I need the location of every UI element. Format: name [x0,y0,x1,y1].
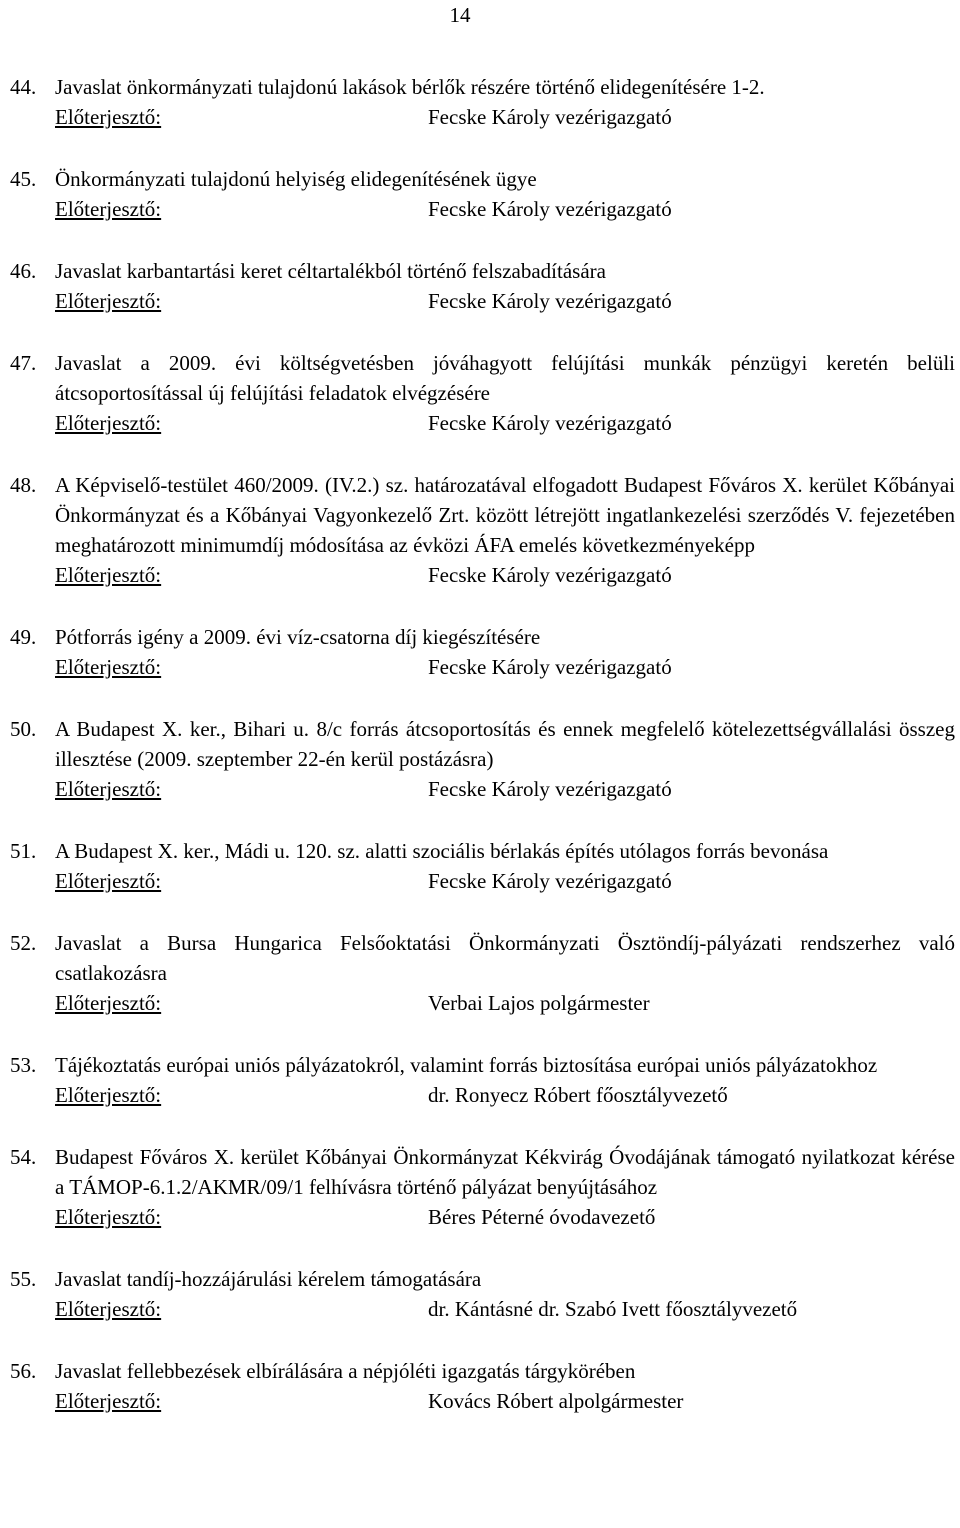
item-title: Javaslat fellebbezések elbírálására a népjóléti igazgatás tárgykörében [55,1359,636,1383]
item-title: Javaslat a 2009. évi költségvetésben jóváhagyott felújítási munkák pénzügyi keretén belüli átcsoportosítással új felújítási feladatok elvégzésére [55,351,955,405]
item-number: 55. [10,1267,37,1291]
presenter-row [10,1202,955,1232]
presenter-row [10,194,955,224]
presenter-row [10,560,955,590]
presenter-row [10,652,955,682]
presenter-name: Kovács Róbert alpolgármester [428,1389,684,1413]
presenter-name: Fecske Károly vezérigazgató [428,197,672,221]
presenter-row [10,102,955,132]
presenter-label: Előterjesztő: [55,777,162,801]
item-number: 46. [10,259,37,283]
page-number: 14 [449,3,471,27]
agenda-list [10,72,955,1448]
item-title: Javaslat karbantartási keret céltartalékból történő felszabadítására [55,259,606,283]
presenter-row [10,774,955,804]
item-title-row [10,1356,955,1386]
presenter-label: Előterjesztő: [55,1389,162,1413]
item-title-row [10,348,955,408]
agenda-item-45 [10,164,955,224]
presenter-name: Fecske Károly vezérigazgató [428,655,672,679]
item-title-row [10,836,955,866]
presenter-row [10,286,955,316]
presenter-label: Előterjesztő: [55,197,162,221]
item-title-row [10,622,955,652]
item-number: 50. [10,717,37,741]
agenda-item-52 [10,928,955,1018]
presenter-name: dr. Kántásné dr. Szabó Ivett főosztályvezető [428,1297,798,1321]
agenda-item-46 [10,256,955,316]
agenda-item-48 [10,470,955,590]
item-number: 45. [10,167,37,191]
item-title-row [10,164,955,194]
presenter-name: Fecske Károly vezérigazgató [428,563,672,587]
item-title-row [10,1050,955,1080]
item-title: Javaslat tandíj-hozzájárulási kérelem támogatására [55,1267,482,1291]
presenter-row [10,1080,955,1110]
presenter-name: Verbai Lajos polgármester [428,991,650,1015]
item-number: 48. [10,473,37,497]
item-title: Javaslat önkormányzati tulajdonú lakások bérlők részére történő elidegenítésére 1-2. [55,75,765,99]
agenda-item-54 [10,1142,955,1232]
agenda-item-47 [10,348,955,438]
item-title: Javaslat a Bursa Hungarica Felsőoktatási Önkormányzati Ösztöndíj-pályázati rendszerhez való csatlakozásra [55,931,955,985]
item-title: Tájékoztatás európai uniós pályázatokról, valamint forrás biztosítása európai uniós pályázatokhoz [55,1053,878,1077]
presenter-row [10,988,955,1018]
presenter-row [10,1386,955,1416]
presenter-label: Előterjesztő: [55,991,162,1015]
agenda-item-49 [10,622,955,682]
presenter-row [10,866,955,896]
item-number: 53. [10,1053,37,1077]
presenter-label: Előterjesztő: [55,563,162,587]
item-number: 52. [10,931,37,955]
presenter-label: Előterjesztő: [55,105,162,129]
presenter-name: Fecske Károly vezérigazgató [428,411,672,435]
presenter-name: Fecske Károly vezérigazgató [428,777,672,801]
item-title-row [10,714,955,774]
agenda-item-44 [10,72,955,132]
item-title-row [10,1142,955,1202]
item-title: Pótforrás igény a 2009. évi víz-csatorna díj kiegészítésére [55,625,541,649]
item-number: 49. [10,625,37,649]
item-title-row [10,72,955,102]
agenda-item-53 [10,1050,955,1110]
item-title: A Képviselő-testület 460/2009. (IV.2.) sz. határozatával elfogadott Budapest Főváros X. kerület Kőbányai Önkormányzat és a Kőbányai Vagyonkezelő Zrt. között létrejött ingatlankezelési szerződés V. fejezetében meghatározott minimumdíj módosítása az évközi ÁFA emelés következményeképp [55,473,955,557]
presenter-row [10,1294,955,1324]
item-title-row [10,1264,955,1294]
item-number: 56. [10,1359,37,1383]
agenda-item-51 [10,836,955,896]
presenter-label: Előterjesztő: [55,411,162,435]
item-title: A Budapest X. ker., Mádi u. 120. sz. alatti szociális bérlakás építés utólagos forrás bevonása [55,839,829,863]
item-number: 54. [10,1145,37,1169]
item-title: Önkormányzati tulajdonú helyiség elidegenítésének ügye [55,167,537,191]
item-number: 44. [10,75,37,99]
presenter-label: Előterjesztő: [55,869,162,893]
presenter-name: Fecske Károly vezérigazgató [428,869,672,893]
item-title-row [10,256,955,286]
presenter-row [10,408,955,438]
item-number: 47. [10,351,37,375]
presenter-name: dr. Ronyecz Róbert főosztályvezető [428,1083,728,1107]
item-title: A Budapest X. ker., Bihari u. 8/c forrás átcsoportosítás és ennek megfelelő kötelezettségvállalási összeg illesztése (2009. szeptember 22-én kerül postázásra) [55,717,955,771]
item-title-row [10,470,955,560]
presenter-label: Előterjesztő: [55,1205,162,1229]
agenda-item-50 [10,714,955,804]
presenter-name: Béres Péterné óvodavezető [428,1205,656,1229]
agenda-item-56 [10,1356,955,1416]
presenter-label: Előterjesztő: [55,1083,162,1107]
item-title: Budapest Főváros X. kerület Kőbányai Önkormányzat Kékvirág Óvodájának támogató nyilatkozat kérése a TÁMOP-6.1.2/AKMR/09/1 felhívásra történő pályázat benyújtásához [55,1145,955,1199]
presenter-label: Előterjesztő: [55,289,162,313]
item-number: 51. [10,839,37,863]
presenter-name: Fecske Károly vezérigazgató [428,289,672,313]
presenter-name: Fecske Károly vezérigazgató [428,105,672,129]
item-title-row [10,928,955,988]
presenter-label: Előterjesztő: [55,1297,162,1321]
presenter-label: Előterjesztő: [55,655,162,679]
agenda-item-55 [10,1264,955,1324]
